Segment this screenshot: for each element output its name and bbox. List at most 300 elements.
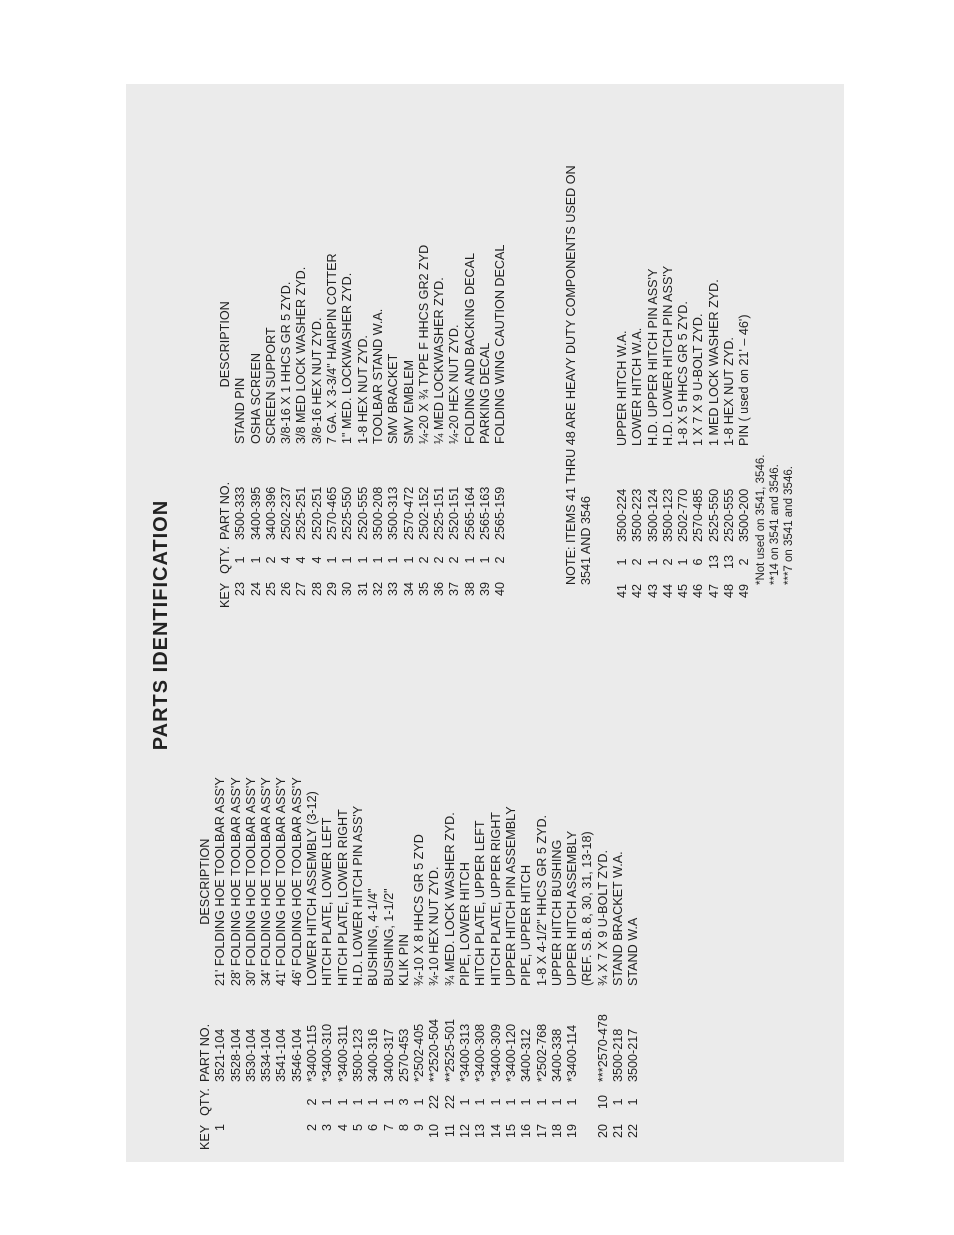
row-key: 44 — [660, 584, 675, 599]
row-description: 1-8 X 5 HHCS GR 5 ZYD. — [676, 301, 691, 446]
row-description: H.D. LOWER HITCH PIN ASS'Y — [660, 265, 675, 446]
row-qty: 13 — [706, 555, 721, 570]
row-description: LOWER HITCH W.A. — [630, 327, 645, 446]
row-part-no: *3400-120 — [503, 1023, 518, 1082]
row-description: BUSHING, 4-1/4" — [366, 888, 381, 986]
row-part-no: 3400-317 — [381, 1028, 396, 1082]
table-row — [443, 777, 458, 1152]
row-key: 30 — [340, 582, 355, 597]
row-part-no: 3500-200 — [737, 488, 752, 542]
row-qty: 1 — [565, 1098, 580, 1106]
table-row — [458, 777, 473, 1152]
row-description: 1" MED. LOCKWASHER ZYD. — [340, 272, 355, 444]
row-key: 49 — [737, 584, 752, 599]
table-row — [366, 777, 381, 1152]
row-part-no: *3400-310 — [320, 1023, 335, 1082]
row-key: 13 — [473, 1124, 488, 1139]
row-qty: 1 — [386, 556, 401, 564]
table-row — [417, 245, 432, 610]
table-row — [493, 245, 508, 610]
table-row — [412, 777, 427, 1152]
row-qty: 1 — [503, 1098, 518, 1106]
table-row — [565, 777, 580, 1152]
table-row — [294, 245, 309, 610]
table-row — [646, 266, 661, 610]
row-qty: 1 — [676, 558, 691, 566]
table-row — [213, 777, 228, 1152]
footnote: *Not used on 3541, 3546. — [755, 454, 767, 585]
row-part-no: 3500-208 — [370, 486, 385, 540]
row-part-no: 3500-223 — [630, 488, 645, 542]
row-qty: 1 — [370, 556, 385, 564]
row-part-no: 3500-333 — [233, 486, 248, 540]
row-part-no: **2520-504 — [427, 1018, 442, 1082]
row-qty: 1 — [320, 1098, 335, 1106]
row-description: PIPE, LOWER HITCH — [458, 862, 473, 986]
row-key: 28 — [309, 582, 324, 597]
row-key: 31 — [355, 582, 370, 597]
row-key: 7 — [381, 1124, 396, 1132]
footnotes — [754, 455, 796, 585]
row-description: STAND W.A — [626, 917, 641, 986]
row-part-no: *2502-405 — [412, 1023, 427, 1082]
row-qty: 1 — [412, 1098, 427, 1106]
row-qty — [213, 1082, 228, 1122]
row-description: FOLDING WING CAUTION DECAL — [493, 244, 508, 444]
note-line-2: 3541 AND 3546 — [579, 496, 594, 585]
row-qty: 2 — [493, 556, 508, 564]
row-qty — [244, 1082, 259, 1122]
row-description: 46' FOLDING HOE TOOLBAR ASS'Y — [289, 777, 304, 986]
row-part-no: *2502-768 — [534, 1023, 549, 1082]
row-key: 14 — [488, 1124, 503, 1139]
row-key: 15 — [503, 1124, 518, 1139]
row-qty: 1 — [335, 1098, 350, 1106]
footnote: ***7 on 3541 and 3546. — [783, 466, 795, 585]
row-qty: 4 — [309, 556, 324, 564]
row-qty: 1 — [615, 558, 629, 566]
row-description: UPPER HITCH BUSHING — [549, 839, 564, 986]
row-qty: 2 — [432, 556, 447, 564]
row-description: ¾ MED. LOCK WASHER ZYD. — [442, 812, 457, 986]
table-row — [580, 777, 595, 1152]
parts-rows-right — [233, 245, 508, 610]
row-part-no: 3500-123 — [350, 1028, 365, 1082]
row-description: 28' FOLDING HOE TOOLBAR ASS'Y — [228, 777, 243, 986]
row-part-no: *3400-313 — [458, 1023, 473, 1082]
row-description: H.D. UPPER HITCH PIN ASS'Y — [645, 268, 660, 446]
table-row — [630, 266, 645, 610]
row-qty: 2 — [660, 558, 675, 566]
row-key: 9 — [412, 1124, 427, 1132]
row-key: 10 — [427, 1124, 442, 1139]
parts-table-left — [198, 777, 642, 1152]
header-desc: DESCRIPTION — [218, 301, 232, 388]
row-part-no: **2525-501 — [442, 1018, 457, 1082]
row-description: STAND PIN — [233, 377, 248, 444]
row-description: 3/8-16 HEX NUT ZYD. — [309, 317, 324, 444]
table-row — [305, 777, 320, 1152]
row-description: ¼ MED LOCKWASHER ZYD. — [432, 277, 447, 444]
table-row — [340, 245, 355, 610]
row-qty — [274, 1082, 289, 1122]
row-description: HITCH PLATE, UPPER LEFT — [473, 820, 488, 986]
row-key: 25 — [263, 582, 278, 597]
parts-table-heavy-duty — [615, 266, 753, 610]
row-key: 35 — [416, 582, 431, 597]
row-qty: 1 — [340, 556, 355, 564]
row-qty: 22 — [442, 1095, 457, 1110]
row-part-no: 3400-316 — [366, 1028, 381, 1082]
row-part-no: 2502-237 — [279, 486, 294, 540]
note-line-1: NOTE: ITEMS 41 THRU 48 ARE HEAVY DUTY COMPONENTS USED ON — [564, 165, 578, 585]
row-description: SMV EMBLEM — [401, 360, 416, 444]
table-row — [519, 777, 534, 1152]
row-key: 22 — [626, 1124, 641, 1139]
row-part-no: 3528-104 — [228, 1028, 243, 1082]
row-part-no: 2525-550 — [340, 486, 355, 540]
row-key: 4 — [335, 1124, 350, 1132]
row-key: 3 — [320, 1124, 335, 1132]
row-key: 42 — [630, 584, 645, 599]
row-description: FOLDING AND BACKING DECAL — [462, 252, 477, 444]
row-key: 38 — [462, 582, 477, 597]
table-row — [351, 777, 366, 1152]
row-key: 34 — [401, 582, 416, 597]
row-key: 12 — [458, 1124, 473, 1139]
row-key: 16 — [519, 1124, 534, 1139]
row-part-no: *3400-311 — [335, 1024, 350, 1082]
row-qty: 1 — [534, 1098, 549, 1106]
row-key: 32 — [370, 582, 385, 597]
table-row — [489, 777, 504, 1152]
table-row — [473, 777, 488, 1152]
row-qty: 2 — [263, 556, 278, 564]
row-qty: 1 — [248, 556, 263, 564]
header-qty: QTY. — [198, 1088, 212, 1116]
row-key: 46 — [691, 584, 706, 599]
row-part-no: 2525-251 — [294, 486, 309, 540]
table-row — [279, 245, 294, 610]
header-part: PART NO. — [218, 481, 232, 540]
row-part-no: 2525-550 — [706, 488, 721, 542]
row-part-no: 3546-104 — [289, 1028, 304, 1082]
row-qty: 22 — [427, 1095, 442, 1110]
table-row — [611, 777, 626, 1152]
row-qty: 1 — [473, 1098, 488, 1106]
row-key: 29 — [325, 582, 340, 597]
row-part-no: 3400-338 — [549, 1028, 564, 1082]
row-key: 8 — [396, 1124, 411, 1132]
table-header — [218, 245, 233, 610]
row-part-no: 3500-123 — [660, 488, 675, 542]
row-key: 1 — [213, 1124, 228, 1132]
row-qty: 1 — [381, 1098, 396, 1106]
table-row — [310, 245, 325, 610]
row-qty — [259, 1082, 274, 1122]
row-qty: 2 — [447, 556, 462, 564]
row-description: SMV BRACKET — [386, 353, 401, 444]
table-row — [504, 777, 519, 1152]
row-part-no: 3500-218 — [611, 1028, 626, 1082]
row-qty: 1 — [325, 556, 340, 564]
row-part-no: 3500-224 — [615, 488, 629, 542]
row-description: 34' FOLDING HOE TOOLBAR ASS'Y — [259, 777, 274, 986]
table-row — [691, 266, 706, 610]
row-part-no: ***2570-478 — [595, 1014, 610, 1082]
row-description: ¾-10 X 8 HHCS GR 5 ZYD — [412, 834, 427, 986]
row-part-no — [580, 994, 595, 1082]
header-part: PART NO. — [198, 1023, 212, 1082]
row-qty: 1 — [458, 1098, 473, 1106]
row-description: 21' FOLDING HOE TOOLBAR ASS'Y — [213, 777, 228, 986]
row-part-no: 3530-104 — [243, 1028, 258, 1082]
row-description: ¼-20 X ¾ TYPE F HHCS GR2 ZYD — [416, 244, 431, 444]
table-row — [274, 777, 289, 1152]
footnote: **14 on 3541 and 3546. — [769, 464, 781, 585]
row-description: HITCH PLATE, LOWER RIGHT — [335, 809, 350, 986]
table-row — [535, 777, 550, 1152]
table-header — [198, 777, 213, 1152]
row-qty: 4 — [294, 556, 309, 564]
row-description: UPPER HITCH PIN ASSEMBLY — [503, 806, 518, 986]
table-row — [737, 266, 752, 610]
row-qty: 2 — [305, 1098, 320, 1106]
row-qty: 1 — [549, 1098, 564, 1106]
row-key: 41 — [615, 584, 629, 599]
row-key: 45 — [676, 584, 691, 599]
table-row — [676, 266, 691, 610]
row-part-no: 2502-152 — [416, 486, 431, 540]
row-description: STAND BRACKET W.A. — [611, 851, 626, 986]
row-description: LOWER HITCH ASSEMBLY (3-12) — [305, 791, 320, 986]
row-key: 23 — [233, 582, 248, 597]
row-key: 11 — [442, 1124, 457, 1138]
row-key: 18 — [549, 1124, 564, 1139]
row-qty: 1 — [462, 556, 477, 564]
row-description: ¼-20 HEX NUT ZYD. — [447, 324, 462, 444]
row-part-no: 3500-217 — [626, 1028, 641, 1082]
row-description: KLIK PIN — [396, 934, 411, 986]
parts-rows-heavy-duty — [615, 266, 753, 610]
table-row — [661, 266, 676, 610]
row-part-no: 2565-163 — [478, 486, 493, 540]
table-row — [722, 266, 737, 610]
row-key — [259, 1122, 274, 1152]
parts-rows-left — [213, 777, 641, 1152]
parts-table-right — [218, 245, 509, 610]
table-row — [320, 777, 335, 1152]
row-qty: 2 — [737, 558, 752, 566]
table-row — [707, 266, 722, 610]
row-key: 48 — [722, 584, 737, 599]
table-row — [463, 245, 478, 610]
table-row — [432, 245, 447, 610]
row-description: 1 MED LOCK WASHER ZYD. — [706, 279, 721, 446]
row-description: PIPE, UPPER HITCH — [519, 864, 534, 986]
row-key: 39 — [478, 582, 493, 597]
row-description: ¾ X 7 X 9 U-BOLT ZYD. — [595, 849, 610, 986]
row-key: 27 — [294, 582, 309, 597]
row-key: 47 — [706, 584, 721, 599]
table-row — [259, 777, 274, 1152]
row-qty: 1 — [478, 556, 493, 564]
row-part-no: 2520-555 — [355, 486, 370, 540]
row-qty: 1 — [611, 1098, 626, 1106]
row-part-no: 2570-472 — [401, 486, 416, 540]
row-qty: 2 — [416, 556, 431, 564]
table-row — [615, 266, 630, 610]
row-qty: 2 — [630, 558, 645, 566]
row-key: 24 — [248, 582, 263, 597]
row-description: 1-8 X 4-1/2" HHCS GR 5 ZYD. — [534, 814, 549, 986]
row-part-no: 2570-453 — [396, 1028, 411, 1082]
row-part-no: 3500-124 — [645, 488, 660, 542]
row-qty — [290, 1082, 305, 1122]
row-key: 43 — [645, 584, 660, 599]
row-part-no: 2565-164 — [462, 486, 477, 540]
row-key: 37 — [447, 582, 462, 597]
row-key: 19 — [565, 1124, 580, 1139]
row-key: 26 — [279, 582, 294, 597]
row-key: 21 — [611, 1124, 626, 1139]
row-key — [229, 1122, 244, 1152]
row-description: H.D. LOWER HITCH PIN ASS'Y — [350, 805, 365, 986]
header-qty: QTY. — [218, 546, 232, 574]
row-key: 40 — [493, 582, 508, 597]
table-row — [233, 245, 248, 610]
row-key — [274, 1122, 289, 1152]
row-description: HITCH PLATE, LOWER LEFT — [320, 817, 335, 986]
row-part-no: 3541-104 — [274, 1028, 289, 1082]
row-qty: 6 — [691, 558, 706, 566]
row-qty: 1 — [366, 1098, 381, 1106]
table-row — [249, 245, 264, 610]
row-description: OSHA SCREEN — [248, 353, 263, 444]
row-key: 5 — [350, 1124, 365, 1132]
row-description: PIN ( used on 21' – 46') — [737, 314, 752, 446]
row-qty: 1 — [519, 1098, 534, 1106]
row-key — [290, 1122, 305, 1152]
row-qty: 1 — [401, 556, 416, 564]
row-part-no: 3534-104 — [259, 1028, 274, 1082]
row-description: 41' FOLDING HOE TOOLBAR ASS'Y — [274, 777, 289, 986]
table-row — [336, 777, 351, 1152]
row-part-no: 3500-313 — [386, 486, 401, 540]
header-key: KEY — [218, 582, 232, 608]
row-part-no: *3400-309 — [488, 1023, 503, 1082]
row-key: 33 — [386, 582, 401, 597]
row-description: (REF. S.B. 8, 30, 31, 13-18) — [580, 831, 595, 986]
header-key: KEY — [198, 1124, 212, 1150]
row-part-no: *3400-308 — [473, 1023, 488, 1082]
row-key — [580, 1122, 595, 1152]
row-qty: 10 — [595, 1095, 610, 1110]
row-description: 3/8 MED LOCK WASHER ZYD. — [294, 266, 309, 444]
row-key: 36 — [432, 582, 447, 597]
table-row — [397, 777, 412, 1152]
row-description: ¾-10 HEX NUT ZYD. — [427, 866, 442, 986]
row-description: PARKING DECAL — [478, 342, 493, 444]
row-key: 20 — [595, 1124, 610, 1139]
row-description: 1-8 HEX NUT ZYD. — [355, 335, 370, 444]
table-row — [382, 777, 397, 1152]
row-description: 30' FOLDING HOE TOOLBAR ASS'Y — [243, 777, 258, 986]
header-desc: DESCRIPTION — [198, 838, 212, 925]
row-qty: 1 — [645, 558, 660, 566]
row-part-no: 2502-770 — [676, 488, 691, 542]
row-part-no: *3400-114 — [565, 1024, 580, 1082]
table-row — [427, 777, 442, 1152]
row-qty — [580, 1082, 595, 1122]
table-row — [229, 777, 244, 1152]
row-key — [244, 1122, 259, 1152]
row-qty: 1 — [626, 1098, 641, 1106]
row-part-no: *3400-115 — [305, 1024, 320, 1082]
table-row — [264, 245, 279, 610]
row-key: 17 — [534, 1124, 549, 1139]
row-part-no: 3400-396 — [263, 486, 278, 540]
row-description: TOOLBAR STAND W.A. — [370, 308, 385, 444]
table-row — [478, 245, 493, 610]
table-row — [290, 777, 305, 1152]
table-row — [244, 777, 259, 1152]
row-description: HITCH PLATE, UPPER RIGHT — [488, 812, 503, 986]
row-key: 2 — [305, 1124, 320, 1132]
table-row — [447, 245, 462, 610]
row-part-no: 2520-555 — [722, 488, 737, 542]
table-row — [371, 245, 386, 610]
table-row — [626, 777, 641, 1152]
row-qty: 1 — [233, 556, 248, 564]
row-qty: 1 — [350, 1098, 365, 1106]
row-qty: 3 — [396, 1098, 411, 1106]
row-part-no: 2525-151 — [432, 486, 447, 540]
row-qty: 1 — [355, 556, 370, 564]
rotated-content — [130, 90, 840, 1160]
row-part-no: 2520-151 — [447, 486, 462, 540]
row-part-no: 3521-104 — [213, 1028, 228, 1082]
row-description: 1 X 7 X 9 U-BOLT ZYD. — [691, 313, 706, 446]
row-description: 7 GA. X 3-3/4" HAIRPIN COTTER — [325, 253, 340, 444]
row-part-no: 3400-312 — [519, 1028, 534, 1082]
row-qty: 4 — [279, 556, 294, 564]
row-qty: 1 — [488, 1098, 503, 1106]
row-part-no: 2570-465 — [325, 486, 340, 540]
table-row — [550, 777, 565, 1152]
row-description: SCREEN SUPPORT — [263, 327, 278, 444]
page-title: PARTS IDENTIFICATION — [150, 499, 172, 751]
row-part-no: 2570-485 — [691, 488, 706, 542]
row-qty: 13 — [722, 555, 737, 570]
row-description: UPPER HITCH W.A. — [615, 330, 629, 446]
row-part-no: 2520-251 — [309, 486, 324, 540]
table-row — [356, 245, 371, 610]
row-description: 3/8-16 X 1 HHCS GR 5 ZYD. — [279, 281, 294, 444]
row-part-no: 3400-395 — [248, 486, 263, 540]
row-qty — [229, 1082, 244, 1122]
row-key: 6 — [366, 1124, 381, 1132]
heavy-duty-note — [564, 155, 595, 585]
row-description: 1-8 HEX NUT ZYD. — [722, 337, 737, 446]
table-row — [402, 245, 417, 610]
row-description: UPPER HITCH ASSEMBLY — [565, 830, 580, 986]
table-row — [386, 245, 401, 610]
table-row — [596, 777, 611, 1152]
row-description: BUSHING, 1-1/2" — [381, 888, 396, 986]
row-part-no: 2565-159 — [493, 486, 508, 540]
table-row — [325, 245, 340, 610]
